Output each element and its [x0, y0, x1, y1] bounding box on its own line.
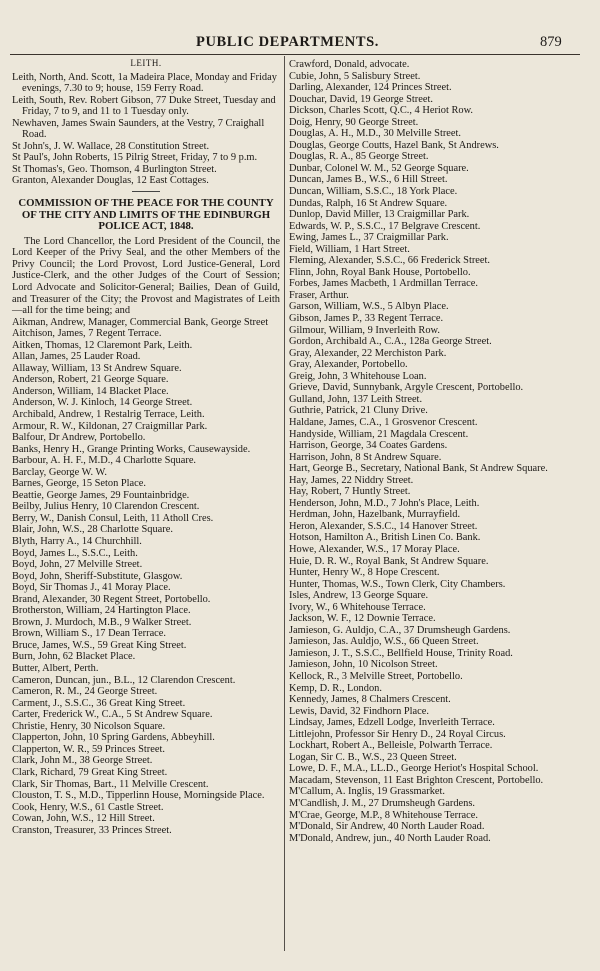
justice-entry: Harrison, John, 8 St Andrew Square. — [289, 451, 442, 463]
justice-entry: Logan, Sir C. B., W.S., 23 Queen Street. — [289, 751, 457, 763]
justice-entry: Hay, James, 22 Niddry Street. — [289, 474, 414, 486]
justice-entry: Jamieson, Jas. Auldjo, W.S., 66 Queen Street. — [289, 636, 479, 648]
justice-entry: Aikman, Andrew, Manager, Commercial Bank, George Street — [12, 316, 269, 328]
justice-entry: Boyd, John, Sheriff-Substitute, Glasgow. — [12, 570, 183, 582]
justice-entry: Anderson, Robert, 21 George Square. — [12, 374, 169, 386]
commission-heading: COMMISSION OF THE PEACE FOR THE COUNTY OF THE CITY AND LIMITS OF THE EDINBURGH POLICE ACT, 1848. — [18, 197, 274, 233]
justice-entry: Howe, Alexander, W.S., 17 Moray Place. — [289, 543, 460, 555]
section-separator — [132, 191, 160, 192]
justice-entry: M'Candlish, J. M., 27 Drumsheugh Gardens. — [289, 798, 476, 809]
justice-entry: Balfour, Dr Andrew, Portobello. — [12, 432, 146, 444]
page-header — [0, 34, 600, 52]
justice-entry: Barclay, George W. W. — [12, 466, 107, 478]
justice-entry: Christie, Henry, 30 Nicolson Square. — [12, 720, 166, 732]
header-rule — [10, 54, 580, 55]
justice-entry: Cranston, Treasurer, 33 Princes Street. — [12, 824, 172, 836]
justice-entry: Douchar, David, 19 George Street. — [289, 93, 433, 105]
justice-entry: Hunter, Thomas, W.S., Town Clerk, City Chambers. — [289, 578, 506, 590]
commission-intro: The Lord Chancellor, the Lord President of the Council, the Lord Keeper of the Privy Seal, and the other Members of the Privy Council; the Lord Provost, Lord Justice-General, Lord Justice-Clerk, and the other Judges of the Court of Session; Lord Advocate and Solicitor-General; Bailies, Dean of Guild, and Treasurer of the City; the Provost and Magistrates of Leith—all for the time being; and — [12, 235, 280, 317]
justice-entry: Guthrie, Patrick, 21 Cluny Drive. — [289, 405, 428, 417]
justice-entry: Handyside, William, 21 Magdala Crescent. — [289, 428, 469, 440]
justice-entry: Kemp, D. R., London. — [289, 682, 382, 694]
justice-entry: Garson, William, W.S., 5 Albyn Place. — [289, 301, 449, 313]
justice-entry: Clark, Sir Thomas, Bart., 11 Melville Crescent. — [12, 778, 209, 790]
justice-entry: Clark, John M., 38 George Street. — [12, 755, 153, 767]
justice-entry: Hart, George B., Secretary, National Bank, St Andrew Square. — [289, 463, 548, 475]
justice-entry: Jackson, W. F., 12 Downie Terrace. — [289, 613, 436, 625]
justice-entry: Haldane, James, C.A., 1 Grosvenor Crescent. — [289, 416, 478, 428]
justice-entry: Dickson, Charles Scott, Q.C., 4 Heriot Row. — [289, 105, 474, 117]
justices-list-right — [289, 59, 579, 844]
leith-entry: Granton, Alexander Douglas, 12 East Cottages. — [12, 175, 209, 187]
justice-entry: Lindsay, James, Edzell Lodge, Inverleith Terrace. — [289, 717, 495, 729]
justice-entry: Ivory, W., 6 Whitehouse Terrace. — [289, 601, 426, 613]
justice-entry: Boyd, James L., S.S.C., Leith. — [12, 547, 138, 559]
justice-entry: Lewis, David, 32 Findhorn Place. — [289, 705, 429, 717]
justice-entry: Boyd, John, 27 Melville Street. — [12, 559, 143, 571]
justice-entry: M'Donald, Sir Andrew, 40 North Lauder Road. — [289, 821, 485, 833]
justice-entry: Crawford, Donald, advocate. — [289, 59, 410, 70]
justice-entry: Douglas, R. A., 85 George Street. — [289, 151, 429, 163]
justice-entry: Harrison, George, 34 Coates Gardens. — [289, 440, 448, 452]
justice-entry: Lowe, D. F., M.A., LL.D., George Heriot's Hospital School. — [289, 763, 539, 775]
justice-entry: Jamieson, J. T., S.S.C., Bellfield House, Trinity Road. — [289, 647, 513, 659]
justice-entry: Clapperton, John, 10 Spring Gardens, Abbeyhill. — [12, 732, 215, 744]
justice-entry: Dundas, Ralph, 16 St Andrew Square. — [289, 197, 448, 209]
right-column — [289, 59, 579, 844]
justices-list-left — [12, 317, 280, 837]
justice-entry: Blyth, Harry A., 14 Churchhill. — [12, 536, 142, 548]
justice-entry: Clapperton, W. R., 59 Princes Street. — [12, 743, 165, 755]
justice-entry: Brown, William S., 17 Dean Terrace. — [12, 628, 167, 640]
justice-entry: Aitken, Thomas, 12 Claremont Park, Leith. — [12, 339, 193, 351]
justice-entry: Dunbar, Colonel W. M., 52 George Square. — [289, 162, 469, 174]
justice-entry: Field, William, 1 Hart Street. — [289, 243, 410, 255]
justice-entry: Cameron, Duncan, jun., B.L., 12 Clarendon Crescent. — [12, 674, 236, 686]
justice-entry: Bruce, James, W.S., 59 Great King Street. — [12, 639, 187, 651]
justice-entry: Aitchison, James, 7 Regent Terrace. — [12, 328, 162, 340]
justice-entry: Greig, John, 3 Whitehouse Loan. — [289, 370, 427, 382]
page-number: 879 — [540, 34, 562, 50]
justice-entry: Douglas, A. H., M.D., 30 Melville Street. — [289, 128, 462, 140]
justice-entry: Brown, J. Murdoch, M.B., 9 Walker Street. — [12, 616, 192, 628]
justice-entry: Kellock, R., 3 Melville Street, Portobello. — [289, 670, 463, 682]
justice-entry: Hotson, Hamilton A., British Linen Co. Bank. — [289, 532, 481, 544]
justice-entry: Herdman, John, Hazelbank, Murrayfield. — [289, 509, 461, 521]
justice-entry: Forbes, James Macbeth, 1 Ardmillan Terrace. — [289, 278, 478, 290]
justice-entry: Edwards, W. P., S.S.C., 17 Belgrave Crescent. — [289, 220, 481, 232]
justice-entry: Isles, Andrew, 13 George Square. — [289, 590, 429, 602]
justice-entry: Duncan, William, S.S.C., 18 York Place. — [289, 186, 458, 198]
justice-entry: Beilby, Julius Henry, 10 Clarendon Crescent. — [12, 501, 200, 513]
justice-entry: Hunter, Henry W., 8 Hope Crescent. — [289, 567, 440, 579]
justice-entry: Macadam, Stevenson, 11 East Brighton Crescent, Portobello. — [289, 774, 544, 786]
justice-entry: Gibson, James P., 33 Regent Terrace. — [289, 313, 444, 325]
justice-entry: Henderson, John, M.D., 7 John's Place, Leith. — [289, 497, 480, 509]
justice-entry: Butter, Albert, Perth. — [12, 663, 99, 675]
justice-entry: Clark, Richard, 79 Great King Street. — [12, 766, 168, 778]
justice-entry: Darling, Alexander, 124 Princes Street. — [289, 82, 452, 94]
justice-entry: Cameron, R. M., 24 George Street. — [12, 686, 158, 698]
justice-entry: Cowan, John, W.S., 12 Hill Street. — [12, 813, 155, 825]
justice-entry: Huie, D. R. W., Royal Bank, St Andrew Square. — [289, 555, 489, 567]
justice-entry: Hay, Robert, 7 Huntly Street. — [289, 486, 411, 498]
justice-entry: Allaway, William, 13 St Andrew Square. — [12, 362, 182, 374]
justice-entry: M'Donald, Andrew, jun., 40 North Lauder Road. — [289, 832, 491, 844]
justice-entry: M'Crae, George, M.P., 8 Whitehouse Terrace. — [289, 809, 478, 821]
leith-entry: Leith, North, And. Scott, 1a Madeira Place, Monday and Friday evenings, 7.30 to 9; house, 159 Ferry Road. — [12, 71, 277, 95]
justice-entry: Burn, John, 62 Blacket Place. — [12, 651, 136, 663]
justice-entry: Jamieson, G. Auldjo, C.A., 37 Drumsheugh Gardens. — [289, 624, 511, 636]
justice-entry: Flinn, John, Royal Bank House, Portobello. — [289, 266, 471, 278]
page-title: PUBLIC DEPARTMENTS. — [196, 34, 380, 50]
leith-heading: LEITH. — [130, 58, 162, 68]
justice-entry: Berry, W., Danish Consul, Leith, 11 Atholl Cres. — [12, 512, 214, 524]
justice-entry: Blair, John, W.S., 28 Charlotte Square. — [12, 524, 173, 536]
justice-entry: Jamieson, John, 10 Nicolson Street. — [289, 659, 438, 671]
justice-entry: Carter, Frederick W., C.A., 5 St Andrew Square. — [12, 709, 213, 721]
justice-entry: Brand, Alexander, 30 Regent Street, Portobello. — [12, 593, 211, 605]
justice-entry: Gulland, John, 137 Leith Street. — [289, 393, 423, 405]
justice-entry: Douglas, George Coutts, Hazel Bank, St Andrews. — [289, 139, 499, 151]
justice-entry: Barbour, A. H. F., M.D., 4 Charlotte Square. — [12, 455, 197, 467]
justice-entry: Carment, J., S.S.C., 36 Great King Street. — [12, 697, 186, 709]
leith-entry: St John's, J. W. Wallace, 28 Constitution Street. — [12, 140, 210, 152]
leith-entry: St Thomas's, Geo. Thomson, 4 Burlington Street. — [12, 163, 217, 175]
justice-entry: Doig, Henry, 90 George Street. — [289, 116, 419, 128]
justice-entry: Cook, Henry, W.S., 61 Castle Street. — [12, 801, 164, 813]
left-column — [12, 58, 280, 836]
justice-entry: Lockhart, Robert A., Belleisle, Polwarth Terrace. — [289, 740, 493, 752]
justice-entry: Heron, Alexander, S.S.C., 14 Hanover Street. — [289, 520, 478, 532]
justice-entry: Anderson, William, 14 Blacket Place. — [12, 385, 169, 397]
justice-entry: Banks, Henry H., Grange Printing Works, Causewayside. — [12, 443, 251, 455]
justice-entry: Barnes, George, 15 Seton Place. — [12, 478, 146, 490]
leith-entry: St Paul's, John Roberts, 15 Pilrig Street, Friday, 7 to 9 p.m. — [12, 152, 258, 164]
justice-entry: Gray, Alexander, 22 Merchiston Park. — [289, 347, 447, 359]
justice-entry: Armour, R. W., Kildonan, 27 Craigmillar Park. — [12, 420, 208, 432]
justice-entry: Beattie, George James, 29 Fountainbridge. — [12, 489, 190, 501]
justice-entry: Dunlop, David Miller, 13 Craigmillar Park. — [289, 209, 470, 221]
justice-entry: Kennedy, James, 8 Chalmers Crescent. — [289, 694, 451, 706]
column-divider — [284, 56, 285, 951]
justice-entry: Gray, Alexander, Portobello. — [289, 359, 408, 371]
justice-entry: Grieve, David, Sunnybank, Argyle Crescent, Portobello. — [289, 382, 524, 394]
justice-entry: Archibald, Andrew, 1 Restalrig Terrace, Leith. — [12, 409, 205, 420]
justice-entry: Ewing, James L., 37 Craigmillar Park. — [289, 232, 449, 244]
justice-entry: Cubie, John, 5 Salisbury Street. — [289, 70, 421, 82]
leith-entry: Leith, South, Rev. Robert Gibson, 77 Duke Street, Tuesday and Friday, 7 to 9, and 11 to 1 Tuesday only. — [12, 94, 276, 118]
justice-entry: Clouston, T. S., M.D., Tipperlinn House, Morningside Place. — [12, 790, 265, 802]
justice-entry: Boyd, Sir Thomas J., 41 Moray Place. — [12, 582, 171, 594]
justice-entry: Gordon, Archibald A., C.A., 128a George Street. — [289, 336, 492, 348]
justice-entry: Anderson, W. J. Kinloch, 14 George Street. — [12, 397, 193, 409]
justice-entry: Allan, James, 25 Lauder Road. — [12, 351, 141, 363]
justice-entry: Fraser, Arthur. — [289, 289, 349, 301]
leith-entry: Newhaven, James Swain Saunders, at the Vestry, 7 Craighall Road. — [12, 117, 265, 141]
justice-entry: M'Callum, A. Inglis, 19 Grassmarket. — [289, 786, 445, 798]
justice-entry: Duncan, James B., W.S., 6 Hill Street. — [289, 174, 448, 186]
justice-entry: Fleming, Alexander, S.S.C., 66 Frederick Street. — [289, 255, 491, 267]
justice-entry: Littlejohn, Professor Sir Henry D., 24 Royal Circus. — [289, 728, 506, 740]
leith-list — [12, 72, 280, 187]
justice-entry: Gilmour, William, 9 Inverleith Row. — [289, 324, 440, 336]
justice-entry: Brotherston, William, 24 Hartington Place. — [12, 605, 191, 617]
